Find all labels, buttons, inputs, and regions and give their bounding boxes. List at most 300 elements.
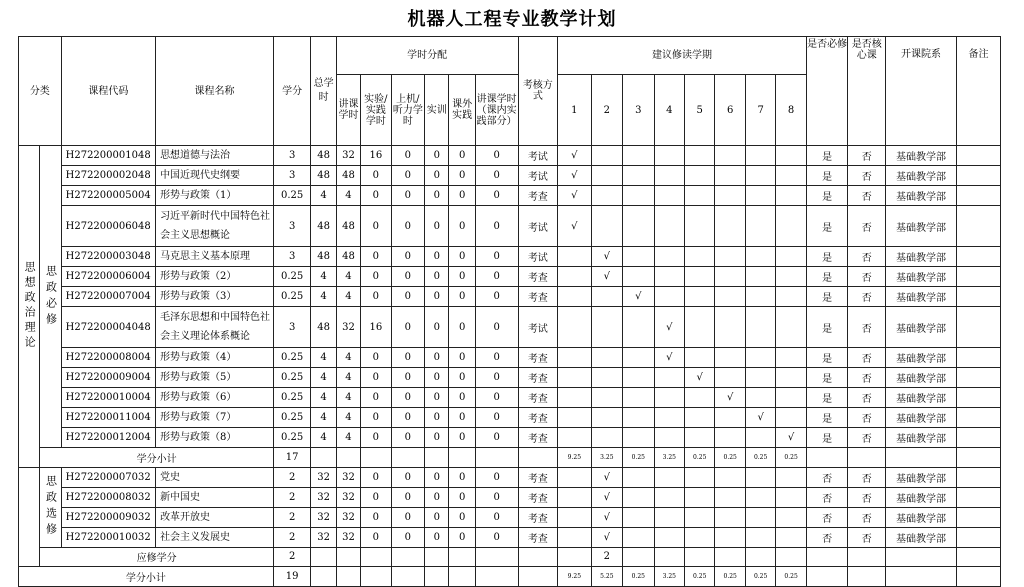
course-lecture: 4 [336,287,360,307]
semester-mark [776,146,806,166]
semester-mark [654,166,684,186]
course-row [19,307,1001,348]
page-title: 机器人工程专业教学计划 [407,9,617,30]
course-core: 否 [848,287,886,307]
course-department: 基础教学部 [886,267,957,287]
summary-semester-credit: 0.25 [685,567,715,587]
course-credit: 0.25 [273,428,311,448]
semester-mark [654,368,684,388]
summary-semester-credit: 0.25 [623,567,654,587]
course-extra: 0 [449,267,475,287]
semester-mark [715,307,745,348]
course-remarks [957,166,1001,186]
course-department: 基础教学部 [886,487,957,507]
summary-blank [425,448,449,468]
summary-blank [425,567,449,587]
course-required: 是 [806,186,848,206]
header-required: 是否必修 [806,37,848,146]
summary-blank [391,448,425,468]
semester-mark [776,467,806,487]
course-code: H272200009004 [61,368,155,388]
course-row [19,467,1001,487]
semester-mark [591,206,622,247]
semester-mark [745,267,775,287]
course-lab: 0 [361,487,391,507]
course-inclass: 0 [475,206,518,247]
summary-blank [518,448,558,468]
semester-mark [558,408,592,428]
course-required: 是 [806,307,848,348]
course-lab: 0 [361,467,391,487]
semester-mark [776,307,806,348]
course-total: 32 [311,527,336,547]
semester-mark [776,247,806,267]
semester-mark [776,206,806,247]
summary-semester-credit: 0.25 [715,448,745,468]
course-required: 是 [806,146,848,166]
header-in-class-practice: 讲课学时（课内实践部分） [475,75,518,146]
course-remarks [957,487,1001,507]
semester-mark [715,206,745,247]
course-remarks [957,186,1001,206]
course-row [19,408,1001,428]
course-code: H272200001048 [61,146,155,166]
course-required: 否 [806,507,848,527]
header-core: 是否核心课 [848,37,886,146]
course-core: 否 [848,368,886,388]
summary-semester-credit: 9.25 [558,448,592,468]
course-extra: 0 [449,368,475,388]
summary-blank [957,567,1001,587]
semester-mark: √ [654,348,684,368]
semester-mark [623,487,654,507]
course-code: H272200007004 [61,287,155,307]
course-credit: 0.25 [273,186,311,206]
course-inclass: 0 [475,428,518,448]
semester-mark [745,428,775,448]
semester-mark [685,467,715,487]
semester-mark [654,388,684,408]
course-training: 0 [425,166,449,186]
course-row [19,348,1001,368]
semester-mark [685,166,715,186]
course-remarks [957,408,1001,428]
semester-mark [745,166,775,186]
course-code: H272200005004 [61,186,155,206]
course-name: 形势与政策（1） [156,186,274,206]
header-semester: 5 [685,75,715,146]
course-inclass: 0 [475,388,518,408]
course-row [19,146,1001,166]
course-training: 0 [425,348,449,368]
summary-blank [848,567,886,587]
course-extra: 0 [449,487,475,507]
semester-mark: √ [591,267,622,287]
header-name: 课程名称 [156,37,274,146]
semester-mark [654,487,684,507]
summary-blank [311,547,336,567]
course-name: 毛泽东思想和中国特色社会主义理论体系概论 [156,307,274,348]
semester-mark [558,307,592,348]
course-total: 4 [311,287,336,307]
semester-mark [685,388,715,408]
course-row [19,206,1001,247]
semester-mark [776,368,806,388]
semester-mark [715,267,745,287]
course-lab: 0 [361,527,391,547]
header-semester: 2 [591,75,622,146]
subtotal-total-label: 学分小计 [19,567,274,587]
summary-semester-credit: 9.25 [558,567,592,587]
semester-mark [745,507,775,527]
summary-semester-credit [715,547,745,567]
semester-mark [591,388,622,408]
header-exam-method: 考核方式 [518,37,558,146]
course-lecture: 32 [336,467,360,487]
semester-mark [558,287,592,307]
course-total: 48 [311,146,336,166]
summary-blank [425,547,449,567]
course-exam: 考试 [518,307,558,348]
summary-blank [336,567,360,587]
semester-mark [715,146,745,166]
summary-semester-credit [654,547,684,567]
category-main-cont [19,467,40,567]
semester-mark: √ [591,467,622,487]
semester-mark [745,186,775,206]
course-lab: 16 [361,307,391,348]
course-required: 是 [806,428,848,448]
semester-mark [685,408,715,428]
semester-mark [685,146,715,166]
group-elective-label: 思政选修 [40,467,61,547]
header-semester: 8 [776,75,806,146]
semester-mark [654,247,684,267]
summary-semester-credit [776,547,806,567]
semester-mark: √ [745,408,775,428]
course-exam: 考查 [518,348,558,368]
semester-mark [776,487,806,507]
course-extra: 0 [449,146,475,166]
course-credit: 0.25 [273,408,311,428]
course-credit: 3 [273,206,311,247]
course-training: 0 [425,408,449,428]
summary-blank [886,547,957,567]
summary-blank [449,567,475,587]
semester-mark [591,428,622,448]
course-computer: 0 [391,267,425,287]
semester-mark [745,527,775,547]
semester-mark [623,507,654,527]
semester-mark [745,487,775,507]
course-core: 否 [848,467,886,487]
course-name: 形势与政策（6） [156,388,274,408]
course-computer: 0 [391,348,425,368]
semester-mark [776,166,806,186]
course-inclass: 0 [475,507,518,527]
course-required: 是 [806,368,848,388]
semester-mark [776,388,806,408]
course-training: 0 [425,287,449,307]
course-core: 否 [848,146,886,166]
course-required: 是 [806,408,848,428]
summary-semester-credit: 0.25 [685,448,715,468]
course-lecture: 4 [336,186,360,206]
course-lab: 0 [361,267,391,287]
course-inclass: 0 [475,467,518,487]
subtotal-required-label: 学分小计 [40,448,274,468]
course-exam: 考查 [518,267,558,287]
course-training: 0 [425,368,449,388]
course-remarks [957,307,1001,348]
course-inclass: 0 [475,307,518,348]
semester-mark [776,186,806,206]
semester-mark [654,408,684,428]
teaching-plan-table [18,36,1001,587]
semester-mark: √ [558,166,592,186]
course-exam: 考试 [518,166,558,186]
course-credit: 2 [273,467,311,487]
semester-mark: √ [558,186,592,206]
course-department: 基础教学部 [886,507,957,527]
course-credit: 3 [273,307,311,348]
course-lab: 0 [361,348,391,368]
course-credit: 3 [273,146,311,166]
semester-mark: √ [623,287,654,307]
course-core: 否 [848,247,886,267]
course-total: 48 [311,307,336,348]
course-row [19,186,1001,206]
course-name: 马克思主义基本原理 [156,247,274,267]
course-total: 4 [311,368,336,388]
course-core: 否 [848,166,886,186]
summary-semester-credit [685,547,715,567]
course-row [19,487,1001,507]
course-department: 基础教学部 [886,186,957,206]
course-total: 4 [311,186,336,206]
summary-semester-credit: 3.25 [654,567,684,587]
elective-required-row [19,547,1001,567]
semester-mark [558,428,592,448]
course-exam: 考查 [518,287,558,307]
course-credit: 2 [273,487,311,507]
course-code: H272200006048 [61,206,155,247]
course-computer: 0 [391,408,425,428]
semester-mark [591,348,622,368]
course-code: H272200010004 [61,388,155,408]
course-lab: 0 [361,408,391,428]
course-code: H272200007032 [61,467,155,487]
course-lecture: 32 [336,307,360,348]
semester-mark [745,247,775,267]
semester-mark: √ [558,206,592,247]
course-required: 是 [806,247,848,267]
semester-mark: √ [654,307,684,348]
course-computer: 0 [391,146,425,166]
course-computer: 0 [391,428,425,448]
semester-mark [591,186,622,206]
course-remarks [957,348,1001,368]
semester-mark [558,507,592,527]
course-training: 0 [425,428,449,448]
semester-mark [654,467,684,487]
summary-blank [848,547,886,567]
semester-mark: √ [591,247,622,267]
course-lab: 0 [361,507,391,527]
course-department: 基础教学部 [886,287,957,307]
course-training: 0 [425,146,449,166]
course-row [19,527,1001,547]
semester-mark [558,467,592,487]
header-credit: 学分 [273,37,311,146]
semester-mark [623,467,654,487]
course-lab: 0 [361,166,391,186]
subtotal-required-row [19,448,1001,468]
course-required: 是 [806,287,848,307]
summary-blank [806,547,848,567]
header-semester: 4 [654,75,684,146]
elective-required-credit: 2 [273,547,311,567]
semester-mark [623,267,654,287]
course-code: H272200003048 [61,247,155,267]
course-required: 是 [806,388,848,408]
course-training: 0 [425,388,449,408]
course-lecture: 48 [336,166,360,186]
header-remarks: 备注 [957,37,1001,146]
course-name: 社会主义发展史 [156,527,274,547]
course-computer: 0 [391,368,425,388]
semester-mark [745,467,775,487]
summary-blank [391,547,425,567]
course-training: 0 [425,186,449,206]
course-required: 是 [806,348,848,368]
course-credit: 3 [273,166,311,186]
semester-mark [654,527,684,547]
semester-mark [558,247,592,267]
course-row [19,388,1001,408]
course-department: 基础教学部 [886,408,957,428]
course-lecture: 32 [336,146,360,166]
course-total: 48 [311,206,336,247]
course-remarks [957,247,1001,267]
course-computer: 0 [391,186,425,206]
course-row [19,247,1001,267]
course-training: 0 [425,507,449,527]
course-inclass: 0 [475,247,518,267]
semester-mark [745,206,775,247]
course-exam: 考查 [518,507,558,527]
course-remarks [957,388,1001,408]
elective-required-label: 应修学分 [40,547,274,567]
summary-blank [311,448,336,468]
semester-mark [623,166,654,186]
semester-mark [715,287,745,307]
semester-mark [715,507,745,527]
semester-mark [623,408,654,428]
course-remarks [957,428,1001,448]
course-name: 改革开放史 [156,507,274,527]
semester-mark [623,527,654,547]
semester-mark [715,428,745,448]
semester-mark [715,247,745,267]
summary-blank [449,448,475,468]
course-name: 思想道德与法治 [156,146,274,166]
semester-mark [654,146,684,166]
course-remarks [957,146,1001,166]
course-lab: 16 [361,146,391,166]
summary-semester-credit: 0.25 [623,448,654,468]
course-inclass: 0 [475,408,518,428]
semester-mark [623,388,654,408]
course-training: 0 [425,467,449,487]
semester-mark [654,206,684,247]
course-exam: 考试 [518,206,558,247]
course-exam: 考查 [518,408,558,428]
course-credit: 2 [273,527,311,547]
course-training: 0 [425,487,449,507]
summary-blank [361,547,391,567]
semester-mark [623,368,654,388]
course-exam: 考试 [518,146,558,166]
course-core: 否 [848,186,886,206]
summary-semester-credit: 0.25 [776,567,806,587]
semester-mark [623,146,654,166]
course-computer: 0 [391,507,425,527]
semester-mark [776,408,806,428]
course-row [19,166,1001,186]
course-code: H272200002048 [61,166,155,186]
semester-mark [715,368,745,388]
course-extra: 0 [449,527,475,547]
semester-mark [685,487,715,507]
course-extra: 0 [449,408,475,428]
semester-mark [715,487,745,507]
course-total: 4 [311,348,336,368]
semester-mark [776,527,806,547]
course-core: 否 [848,408,886,428]
course-row [19,507,1001,527]
course-lecture: 4 [336,428,360,448]
course-computer: 0 [391,166,425,186]
course-lab: 0 [361,247,391,267]
course-row [19,287,1001,307]
course-code: H272200010032 [61,527,155,547]
header-lab: 实验/实践学时 [361,75,391,146]
semester-mark [558,267,592,287]
header-extracurricular: 课外实践 [449,75,475,146]
course-department: 基础教学部 [886,388,957,408]
course-total: 4 [311,388,336,408]
summary-semester-credit [623,547,654,567]
course-required: 是 [806,206,848,247]
course-required: 是 [806,267,848,287]
semester-mark [654,186,684,206]
course-code: H272200004048 [61,307,155,348]
course-required: 是 [806,166,848,186]
summary-blank [361,448,391,468]
course-exam: 考查 [518,368,558,388]
semester-mark [623,348,654,368]
course-extra: 0 [449,388,475,408]
semester-mark [715,166,745,186]
course-department: 基础教学部 [886,527,957,547]
course-total: 48 [311,166,336,186]
course-remarks [957,527,1001,547]
course-extra: 0 [449,348,475,368]
course-credit: 0.25 [273,267,311,287]
subtotal-required-credit: 17 [273,448,311,468]
course-training: 0 [425,267,449,287]
